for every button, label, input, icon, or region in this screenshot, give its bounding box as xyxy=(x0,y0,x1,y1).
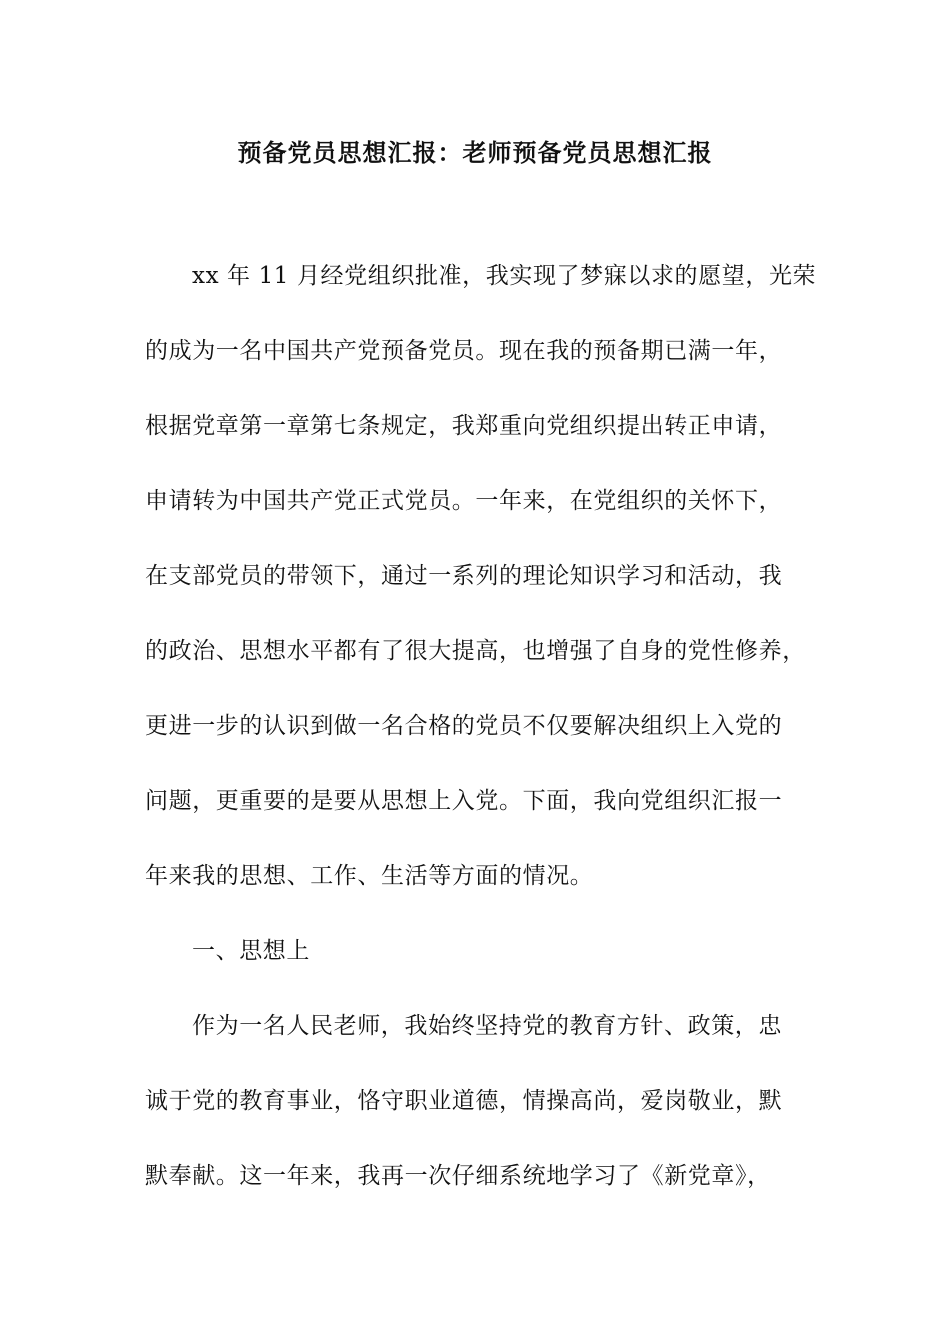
paragraph-line: 默奉献。这一年来，我再一次仔细系统地学习了《新党章》， xyxy=(145,1163,771,1189)
paragraph-line: 在支部党员的带领下，通过一系列的理论知识学习和活动，我 xyxy=(145,563,783,589)
paragraph-line: 作为一名人民老师，我始终坚持党的教育方针、政策，忠 xyxy=(192,1013,782,1039)
paragraph-line: 更进一步的认识到做一名合格的党员不仅要解决组织上入党的 xyxy=(145,713,783,739)
paragraph-line: 根据党章第一章第七条规定，我郑重向党组织提出转正申请， xyxy=(145,413,783,439)
paragraph-line: 的成为一名中国共产党预备党员。现在我的预备期已满一年， xyxy=(145,338,783,364)
paragraph-line: 的政治、思想水平都有了很大提高，也增强了自身的党性修养， xyxy=(145,638,806,664)
paragraph-line: 诚于党的教育事业，恪守职业道德，情操高尚，爱岗敬业，默 xyxy=(145,1088,783,1114)
paragraph-line: 年来我的思想、工作、生活等方面的情况。 xyxy=(145,863,594,889)
paragraph-line: xx 年 11 月经党组织批准，我实现了梦寐以求的愿望，光荣 xyxy=(192,263,817,289)
document-title: 预备党员思想汇报：老师预备党员思想汇报 xyxy=(237,138,713,167)
section-heading: 一、思想上 xyxy=(192,938,310,964)
paragraph-line: 问题，更重要的是要从思想上入党。下面，我向党组织汇报一 xyxy=(145,788,783,814)
paragraph-line: 申请转为中国共产党正式党员。一年来，在党组织的关怀下， xyxy=(145,488,783,514)
document-body xyxy=(145,254,825,1229)
